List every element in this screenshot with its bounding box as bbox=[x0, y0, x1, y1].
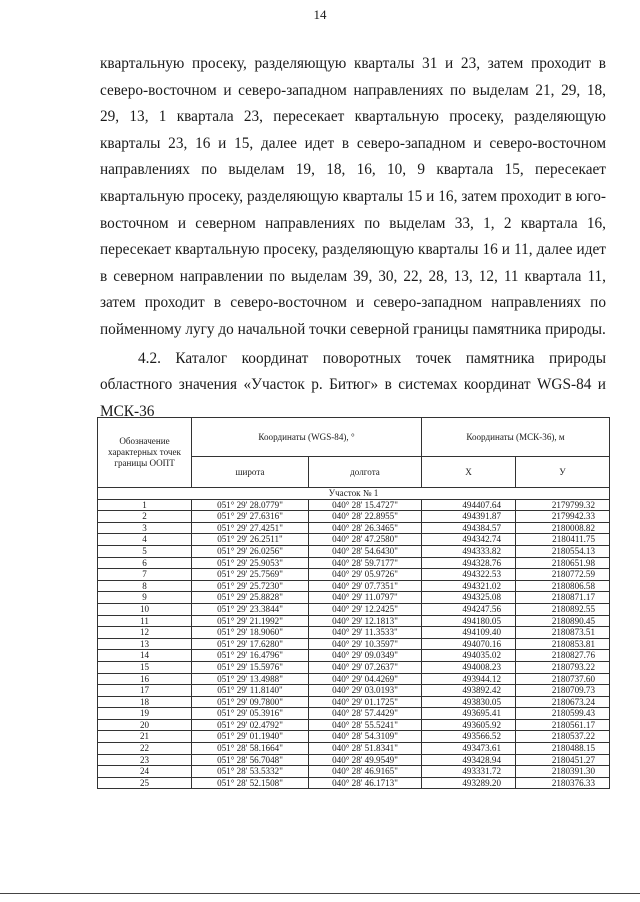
table-row bbox=[98, 511, 610, 523]
x-coordinate-cell: 493830.05 bbox=[422, 696, 516, 708]
coordinate-catalog-table bbox=[97, 417, 610, 789]
longitude-cell: 040° 29' 11.3533" bbox=[309, 627, 422, 639]
latitude-cell: 051° 29' 02.4792" bbox=[192, 719, 309, 731]
table-row bbox=[98, 661, 610, 673]
table-row bbox=[98, 615, 610, 627]
longitude-cell: 040° 29' 05.9726" bbox=[309, 569, 422, 581]
table-row bbox=[98, 731, 610, 743]
latitude-cell: 051° 29' 25.9053" bbox=[192, 557, 309, 569]
x-coordinate-cell: 493331.72 bbox=[422, 766, 516, 778]
longitude-cell: 040° 28' 57.4429" bbox=[309, 708, 422, 720]
section-row bbox=[98, 488, 610, 500]
y-coordinate-cell: 2180853.81 bbox=[516, 638, 610, 650]
wgs84-header: Координаты (WGS-84), ° bbox=[192, 418, 422, 457]
x-coordinate-cell: 494384.57 bbox=[422, 522, 516, 534]
x-coordinate-cell: 494328.76 bbox=[422, 557, 516, 569]
y-coordinate-cell: 2180871.17 bbox=[516, 592, 610, 604]
longitude-cell: 040° 28' 54.3109" bbox=[309, 731, 422, 743]
latitude-cell: 051° 29' 25.8828" bbox=[192, 592, 309, 604]
table-row bbox=[98, 499, 610, 511]
point-number-cell: 4 bbox=[98, 534, 192, 546]
longitude-cell: 040° 28' 51.8341" bbox=[309, 743, 422, 755]
point-number-cell: 9 bbox=[98, 592, 192, 604]
boundary-description-paragraph: квартальную просеку, разделяющую кварталы 31 и 23, затем проходит в северо-восточном и северо-западном направлениях по выделам 21, 29, 18, 29, 13, 1 квартала 23, пересекает квартальную просеку, разделяющую кварталы 23, 16 и 15, далее идет в северо-западном и северо-восточном направлениях по выделам 19, 18, 16, 10, 9 квартала 15, пересекает квартальную просеку, разделяющую кварталы 15 и 16, затем проходит в юго-восточном и северном направлениях по выделам 33, 1, 2 квартала 16, пересекает квартальную просеку, разделяющую кварталы 16 и 11, далее идет в северном направлении по выделам 39, 30, 22, 28, 13, 12, 11 квартала 11, затем проходит в северо-восточном и северо-западном направлениях по пойменному лугу до начальной точки северной границы памятника природы. bbox=[100, 55, 606, 338]
y-coordinate-cell: 2180673.24 bbox=[516, 696, 610, 708]
point-number-cell: 5 bbox=[98, 545, 192, 557]
point-number-cell: 6 bbox=[98, 557, 192, 569]
longitude-cell: 040° 28' 15.4727" bbox=[309, 499, 422, 511]
x-coordinate-cell: 493605.92 bbox=[422, 719, 516, 731]
table-row bbox=[98, 754, 610, 766]
table-row bbox=[98, 522, 610, 534]
longitude-cell: 040° 28' 46.9165" bbox=[309, 766, 422, 778]
y-coordinate-cell: 2180488.15 bbox=[516, 743, 610, 755]
longitude-cell: 040° 29' 12.1813" bbox=[309, 615, 422, 627]
table-row bbox=[98, 569, 610, 581]
longitude-cell: 040° 28' 49.9549" bbox=[309, 754, 422, 766]
longitude-cell: 040° 29' 01.1725" bbox=[309, 696, 422, 708]
latitude-cell: 051° 29' 23.3844" bbox=[192, 603, 309, 615]
y-header: У bbox=[516, 457, 610, 488]
y-coordinate-cell: 2180376.33 bbox=[516, 777, 610, 789]
latitude-cell: 051° 29' 27.6316" bbox=[192, 511, 309, 523]
table-row bbox=[98, 627, 610, 639]
table-row bbox=[98, 534, 610, 546]
x-coordinate-cell: 493428.94 bbox=[422, 754, 516, 766]
x-coordinate-cell: 494325.08 bbox=[422, 592, 516, 604]
point-number-cell: 15 bbox=[98, 661, 192, 673]
y-coordinate-cell: 2180391.30 bbox=[516, 766, 610, 778]
longitude-cell: 040° 29' 07.7351" bbox=[309, 580, 422, 592]
table-row bbox=[98, 719, 610, 731]
latitude-cell: 051° 28' 58.1664" bbox=[192, 743, 309, 755]
table-row bbox=[98, 766, 610, 778]
x-coordinate-cell: 494333.82 bbox=[422, 545, 516, 557]
latitude-cell: 051° 29' 16.4796" bbox=[192, 650, 309, 662]
x-coordinate-cell: 493473.61 bbox=[422, 743, 516, 755]
y-coordinate-cell: 2180806.58 bbox=[516, 580, 610, 592]
y-coordinate-cell: 2180554.13 bbox=[516, 545, 610, 557]
point-number-cell: 13 bbox=[98, 638, 192, 650]
point-number-cell: 2 bbox=[98, 511, 192, 523]
longitude-cell: 040° 29' 04.4269" bbox=[309, 673, 422, 685]
latitude-cell: 051° 29' 17.6280" bbox=[192, 638, 309, 650]
x-coordinate-cell: 494035.02 bbox=[422, 650, 516, 662]
x-coordinate-cell: 493695.41 bbox=[422, 708, 516, 720]
latitude-cell: 051° 29' 13.4988" bbox=[192, 673, 309, 685]
latitude-cell: 051° 29' 05.3916" bbox=[192, 708, 309, 720]
point-number-cell: 25 bbox=[98, 777, 192, 789]
x-coordinate-cell: 493944.12 bbox=[422, 673, 516, 685]
x-coordinate-cell: 494407.64 bbox=[422, 499, 516, 511]
longitude-cell: 040° 29' 11.0797" bbox=[309, 592, 422, 604]
longitude-header: долгота bbox=[309, 457, 422, 488]
x-coordinate-cell: 494008.23 bbox=[422, 661, 516, 673]
point-number-cell: 18 bbox=[98, 696, 192, 708]
table-row bbox=[98, 603, 610, 615]
table-row bbox=[98, 638, 610, 650]
section-heading: 4.2. Каталог координат поворотных точек памятника природы областного значения «Участок р. Битюг» в системах координат WGS-84 и МСК-36 bbox=[100, 349, 606, 420]
y-coordinate-cell: 2179799.32 bbox=[516, 499, 610, 511]
latitude-cell: 051° 28' 52.1508" bbox=[192, 777, 309, 789]
x-coordinate-cell: 494180.05 bbox=[422, 615, 516, 627]
y-coordinate-cell: 2180709.73 bbox=[516, 685, 610, 697]
table-row bbox=[98, 545, 610, 557]
point-number-cell: 20 bbox=[98, 719, 192, 731]
x-coordinate-cell: 494321.02 bbox=[422, 580, 516, 592]
x-coordinate-cell: 493566.52 bbox=[422, 731, 516, 743]
point-number-cell: 11 bbox=[98, 615, 192, 627]
latitude-cell: 051° 29' 21.1992" bbox=[192, 615, 309, 627]
y-coordinate-cell: 2180537.22 bbox=[516, 731, 610, 743]
longitude-cell: 040° 29' 12.2425" bbox=[309, 603, 422, 615]
section-label: Участок № 1 bbox=[98, 488, 610, 500]
point-number-cell: 1 bbox=[98, 499, 192, 511]
latitude-cell: 051° 29' 01.1940" bbox=[192, 731, 309, 743]
latitude-header: широта bbox=[192, 457, 309, 488]
y-coordinate-cell: 2180737.60 bbox=[516, 673, 610, 685]
y-coordinate-cell: 2180892.55 bbox=[516, 603, 610, 615]
latitude-cell: 051° 29' 26.2511" bbox=[192, 534, 309, 546]
longitude-cell: 040° 29' 03.0193" bbox=[309, 685, 422, 697]
x-coordinate-cell: 494247.56 bbox=[422, 603, 516, 615]
table-row bbox=[98, 685, 610, 697]
table-row bbox=[98, 777, 610, 789]
y-coordinate-cell: 2180873.51 bbox=[516, 627, 610, 639]
longitude-cell: 040° 28' 26.3465" bbox=[309, 522, 422, 534]
y-coordinate-cell: 2180651.98 bbox=[516, 557, 610, 569]
latitude-cell: 051° 29' 27.4251" bbox=[192, 522, 309, 534]
latitude-cell: 051° 29' 15.5976" bbox=[192, 661, 309, 673]
y-coordinate-cell: 2180561.17 bbox=[516, 719, 610, 731]
longitude-cell: 040° 28' 22.8955" bbox=[309, 511, 422, 523]
point-number-cell: 7 bbox=[98, 569, 192, 581]
x-coordinate-cell: 494342.74 bbox=[422, 534, 516, 546]
latitude-cell: 051° 28' 53.5332" bbox=[192, 766, 309, 778]
table-row bbox=[98, 743, 610, 755]
x-coordinate-cell: 494391.87 bbox=[422, 511, 516, 523]
longitude-cell: 040° 29' 10.3597" bbox=[309, 638, 422, 650]
x-coordinate-cell: 494322.53 bbox=[422, 569, 516, 581]
latitude-cell: 051° 29' 25.7569" bbox=[192, 569, 309, 581]
longitude-cell: 040° 29' 07.2637" bbox=[309, 661, 422, 673]
msk36-header: Координаты (МСК-36), м bbox=[422, 418, 610, 457]
y-coordinate-cell: 2180793.22 bbox=[516, 661, 610, 673]
y-coordinate-cell: 2180827.76 bbox=[516, 650, 610, 662]
latitude-cell: 051° 29' 09.7800" bbox=[192, 696, 309, 708]
point-number-cell: 17 bbox=[98, 685, 192, 697]
table-row bbox=[98, 580, 610, 592]
y-coordinate-cell: 2180890.45 bbox=[516, 615, 610, 627]
point-number-cell: 16 bbox=[98, 673, 192, 685]
point-designation-header: Обозначение характерных точек границы ООПТ bbox=[98, 418, 192, 488]
point-number-cell: 14 bbox=[98, 650, 192, 662]
y-coordinate-cell: 2180451.27 bbox=[516, 754, 610, 766]
x-coordinate-cell: 493289.20 bbox=[422, 777, 516, 789]
footer-divider bbox=[0, 893, 640, 894]
longitude-cell: 040° 28' 55.5241" bbox=[309, 719, 422, 731]
page-number: 14 bbox=[313, 7, 327, 22]
table-row bbox=[98, 673, 610, 685]
x-header: X bbox=[422, 457, 516, 488]
longitude-cell: 040° 28' 54.6430" bbox=[309, 545, 422, 557]
y-coordinate-cell: 2180008.82 bbox=[516, 522, 610, 534]
document-body bbox=[100, 51, 606, 425]
point-number-cell: 23 bbox=[98, 754, 192, 766]
latitude-cell: 051° 29' 26.0256" bbox=[192, 545, 309, 557]
x-coordinate-cell: 494109.40 bbox=[422, 627, 516, 639]
table-row bbox=[98, 557, 610, 569]
point-number-cell: 3 bbox=[98, 522, 192, 534]
latitude-cell: 051° 29' 28.0779" bbox=[192, 499, 309, 511]
y-coordinate-cell: 2180411.75 bbox=[516, 534, 610, 546]
x-coordinate-cell: 494070.16 bbox=[422, 638, 516, 650]
latitude-cell: 051° 29' 18.9060" bbox=[192, 627, 309, 639]
point-number-cell: 19 bbox=[98, 708, 192, 720]
longitude-cell: 040° 28' 59.7177" bbox=[309, 557, 422, 569]
point-number-cell: 21 bbox=[98, 731, 192, 743]
y-coordinate-cell: 2179942.33 bbox=[516, 511, 610, 523]
y-coordinate-cell: 2180772.59 bbox=[516, 569, 610, 581]
latitude-cell: 051° 29' 11.8140" bbox=[192, 685, 309, 697]
point-number-cell: 10 bbox=[98, 603, 192, 615]
table-row bbox=[98, 650, 610, 662]
longitude-cell: 040° 28' 47.2580" bbox=[309, 534, 422, 546]
longitude-cell: 040° 29' 09.0349" bbox=[309, 650, 422, 662]
table-row bbox=[98, 696, 610, 708]
table-row bbox=[98, 708, 610, 720]
point-number-cell: 8 bbox=[98, 580, 192, 592]
point-number-cell: 12 bbox=[98, 627, 192, 639]
point-number-cell: 24 bbox=[98, 766, 192, 778]
point-number-cell: 22 bbox=[98, 743, 192, 755]
longitude-cell: 040° 28' 46.1713" bbox=[309, 777, 422, 789]
y-coordinate-cell: 2180599.43 bbox=[516, 708, 610, 720]
table-row bbox=[98, 592, 610, 604]
latitude-cell: 051° 29' 25.7230" bbox=[192, 580, 309, 592]
x-coordinate-cell: 493892.42 bbox=[422, 685, 516, 697]
latitude-cell: 051° 28' 56.7048" bbox=[192, 754, 309, 766]
